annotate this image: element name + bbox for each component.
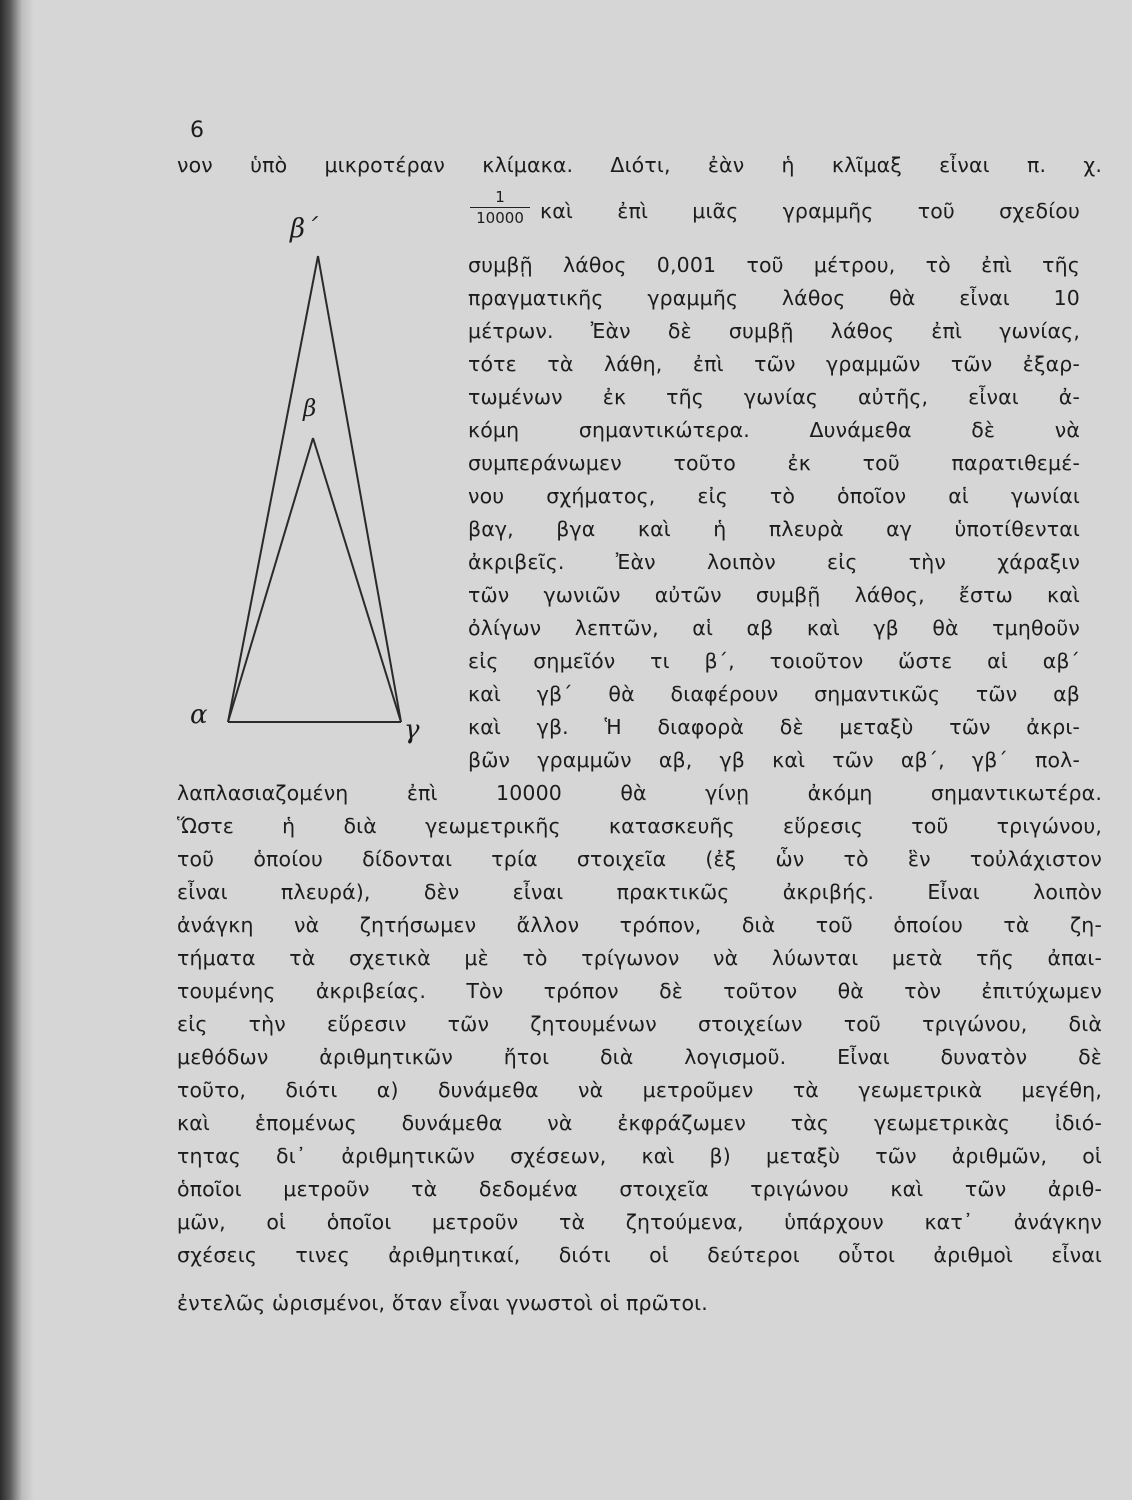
fraction-denominator: 10000 — [476, 209, 524, 227]
text-line: ἀνάγκη νὰ ζητήσωμεν ἄλλον τρόπον, διὰ τοῦ ὁποίου τὰ ζη- — [177, 913, 1102, 937]
text-line: μέτρων. Ἐὰν δὲ συμβῇ λάθος ἐπὶ γωνίας, — [468, 319, 1080, 343]
label-gamma: γ — [404, 715, 420, 745]
text-line: τητας δι᾽ ἀριθμητικῶν σχέσεων, καὶ β) μεταξὺ τῶν ἀριθμῶν, οἱ — [177, 1144, 1102, 1168]
text-line: τῶν γωνιῶν αὐτῶν συμβῇ λάθος, ἔστω καὶ — [468, 583, 1080, 607]
text-line: καὶ γβ. Ἡ διαφορὰ δὲ μεταξὺ τῶν ἀκρι- — [468, 715, 1080, 739]
text-line: βῶν γραμμῶν αβ, γβ καὶ τῶν αβ΄, γβ΄ πολ- — [468, 748, 1080, 772]
page-number: 6 — [190, 118, 204, 143]
text-line: ὁποῖοι μετροῦν τὰ δεδομένα στοιχεῖα τριγώνου καὶ τῶν ἀριθ- — [177, 1177, 1102, 1201]
text-line: Ὥστε ἡ διὰ γεωμετρικῆς κατασκευῆς εὕρεσις τοῦ τριγώνου, — [177, 814, 1102, 838]
book-binding-edge — [0, 0, 34, 1500]
line-alpha-beta — [228, 438, 313, 722]
text-line: τοῦ ὁποίου δίδονται τρία στοιχεῖα (ἐξ ὧν τὸ ἓν τοὐλάχιστον — [177, 847, 1102, 871]
text-line: καὶ ἑπομένως δυνάμεθα νὰ ἐκφράζωμεν τὰς γεωμετρικὰς ἰδιό- — [177, 1111, 1102, 1135]
text-line: συμπεράνωμεν τοῦτο ἐκ τοῦ παρατιθεμέ- — [468, 451, 1080, 475]
label-beta-prime: β΄ — [290, 214, 319, 244]
text-line: τωμένων ἐκ τῆς γωνίας αὐτῆς, εἶναι ἀ- — [468, 385, 1080, 409]
scale-fraction — [470, 188, 530, 227]
text-line: τότε τὰ λάθη, ἐπὶ τῶν γραμμῶν τῶν ἐξαρ- — [468, 352, 1080, 376]
triangle-figure — [200, 220, 420, 740]
text-line: καὶ γβ΄ θὰ διαφέρουν σημαντικῶς τῶν αβ — [468, 682, 1080, 706]
line-gamma-beta-prime — [318, 256, 401, 722]
text-line: κόμη σημαντικώτερα. Δυνάμεθα δὲ νὰ — [468, 418, 1080, 442]
text-line: ὀλίγων λεπτῶν, αἱ αβ καὶ γβ θὰ τμηθοῦν — [468, 616, 1080, 640]
text-line: βαγ, βγα καὶ ἡ πλευρὰ αγ ὑποτίθενται — [468, 517, 1080, 541]
text-line: εἶναι πλευρά), δὲν εἶναι πρακτικῶς ἀκριβής. Εἶναι λοιπὸν — [177, 880, 1102, 904]
label-beta: β — [303, 396, 317, 422]
text-line: ἀκριβεῖς. Ἐὰν λοιπὸν εἰς τὴν χάραξιν — [468, 550, 1080, 574]
text-line: μεθόδων ἀριθμητικῶν ἤτοι διὰ λογισμοῦ. Εἶναι δυνατὸν δὲ — [177, 1045, 1102, 1069]
text-line: νου σχήματος, εἰς τὸ ὁποῖον αἱ γωνίαι — [468, 484, 1080, 508]
text-line: τοῦτο, διότι α) δυνάμεθα νὰ μετροῦμεν τὰ γεωμετρικὰ μεγέθη, — [177, 1078, 1102, 1102]
after-fraction-line: καὶ ἐπὶ μιᾶς γραμμῆς τοῦ σχεδίου — [540, 199, 1080, 223]
label-alpha: α — [190, 700, 208, 730]
text-line: σχέσεις τινες ἀριθμητικαί, διότι οἱ δεύτεροι οὗτοι ἀριθμοὶ εἶναι — [177, 1243, 1102, 1267]
text-line: τουμένης ἀκριβείας. Τὸν τρόπον δὲ τοῦτον θὰ τὸν ἐπιτύχωμεν — [177, 979, 1102, 1003]
text-line: εἰς τὴν εὕρεσιν τῶν ζητουμένων στοιχείων τοῦ τριγώνου, διὰ — [177, 1012, 1102, 1036]
text-line: εἰς σημεῖόν τι β΄, τοιοῦτον ὥστε αἱ αβ΄ — [468, 649, 1080, 673]
text-line: τήματα τὰ σχετικὰ μὲ τὸ τρίγωνον νὰ λύωνται μετὰ τῆς ἀπαι- — [177, 946, 1102, 970]
text-line: πραγματικῆς γραμμῆς λάθος θὰ εἶναι 10 — [468, 286, 1080, 310]
fraction-numerator: 1 — [470, 188, 530, 208]
text-line: λαπλασιαζομένη ἐπὶ 10000 θὰ γίνῃ ἀκόμη σημαντικωτέρα. — [177, 781, 1102, 805]
opening-line: νον ὑπὸ μικροτέραν κλίμακα. Διότι, ἐὰν ἡ κλῖμαξ εἶναι π. χ. — [177, 153, 1102, 177]
text-line: συμβῇ λάθος 0,001 τοῦ μέτρου, τὸ ἐπὶ τῆς — [468, 253, 1080, 277]
text-line: μῶν, οἱ ὁποῖοι μετροῦν τὰ ζητούμενα, ὑπάρχουν κατ᾽ ἀνάγκην — [177, 1210, 1102, 1234]
line-alpha-beta-prime — [228, 256, 318, 722]
text-line-final: ἐντελῶς ὡρισμένοι, ὅταν εἶναι γνωστοὶ οἱ πρῶτοι. — [177, 1291, 708, 1315]
